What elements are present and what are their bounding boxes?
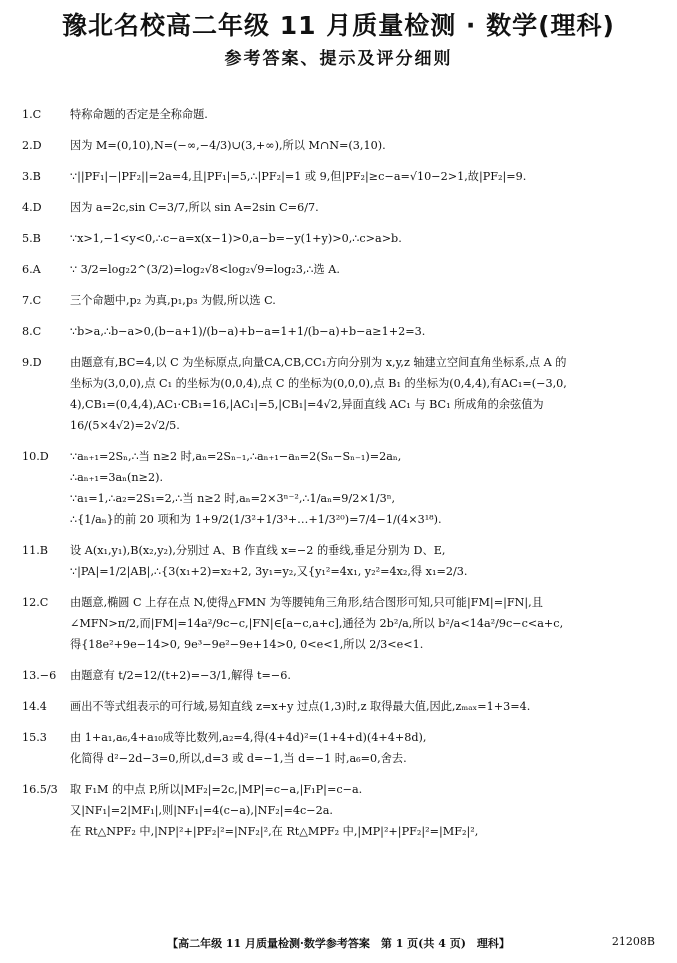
answer-line: ∴{1/aₙ}的前 20 项和为 1+9/2(1/3²+1/3³+…+1/3²⁰)=7/4−1/(4×3¹⁸). bbox=[70, 513, 442, 526]
answer-list bbox=[22, 104, 662, 852]
answer-item bbox=[22, 166, 662, 187]
answer-line: ∵|PA|=1/2|AB|,∴{3(x₁+2)=x₂+2, 3y₁=y₂,又{y₁²=4x₁, y₂²=4x₂,得 x₁=2/3. bbox=[70, 565, 468, 578]
answer-line: 特称命题的否定是全称命题. bbox=[70, 108, 208, 121]
answer-number: 1.C bbox=[22, 108, 42, 121]
answer-item bbox=[22, 352, 662, 436]
answer-number: 15.3 bbox=[22, 731, 47, 744]
answer-line: ∵x>1,−1<y<0,∴c−a=x(x−1)>0,a−b=−y(1+y)>0,∴c>a>b. bbox=[70, 232, 402, 245]
answer-number: 11.B bbox=[22, 544, 49, 557]
answer-line: 在 Rt△NPF₂ 中,|NP|²+|PF₂|²=|NF₂|²,在 Rt△MPF₂ 中,|MP|²+|PF₂|²=|MF₂|², bbox=[70, 825, 479, 838]
answer-item bbox=[22, 779, 662, 842]
answer-number: 10.D bbox=[22, 450, 49, 463]
answer-line: 由 1+a₁,a₆,4+a₁₀成等比数列,a₂=4,得(4+4d)²=(1+4+d)(4+4+8d), bbox=[70, 731, 427, 744]
answer-item bbox=[22, 104, 662, 125]
answer-item bbox=[22, 321, 662, 342]
answer-number: 5.B bbox=[22, 232, 41, 245]
answer-line: 16/(5×4√2)=2√2/5. bbox=[70, 419, 180, 432]
answer-line: 取 F₁M 的中点 P,所以|MF₂|=2c,|MP|=c−a,|F₁P|=c−a. bbox=[70, 783, 363, 796]
answer-line: 画出不等式组表示的可行域,易知直线 z=x+y 过点(1,3)时,z 取得最大值,因此,zₘₐₓ=1+3=4. bbox=[70, 700, 531, 713]
answer-number: 3.B bbox=[22, 170, 41, 183]
answer-line: ∵ 3/2=log₂2^(3/2)=log₂√8<log₂√9=log₂3,∴选 A. bbox=[70, 263, 340, 276]
answer-number: 2.D bbox=[22, 139, 42, 152]
answer-item bbox=[22, 446, 662, 530]
answer-item bbox=[22, 696, 662, 717]
answer-line: 设 A(x₁,y₁),B(x₂,y₂),分别过 A、B 作直线 x=−2 的垂线,垂足分别为 D、E, bbox=[70, 544, 446, 557]
answer-number: 14.4 bbox=[22, 700, 47, 713]
answer-line: 因为 M=(0,10),N=(−∞,−4/3)∪(3,+∞),所以 M∩N=(3,10). bbox=[70, 139, 386, 152]
answer-number: 8.C bbox=[22, 325, 42, 338]
answer-item bbox=[22, 665, 662, 686]
page-title: 豫北名校高二年级 11 月质量检测 · 数学(理科) bbox=[62, 11, 615, 40]
answer-line: 因为 a=2c,sin C=3/7,所以 sin A=2sin C=6/7. bbox=[70, 201, 319, 214]
answer-line: ∵||PF₁|−|PF₂||=2a=4,且|PF₁|=5,∴|PF₂|=1 或 9,但|PF₂|≥c−a=√10−2>1,故|PF₂|=9. bbox=[70, 170, 527, 183]
page-subtitle: 参考答案、提示及评分细则 bbox=[224, 49, 453, 69]
answer-line: 化简得 d²−2d−3=0,所以,d=3 或 d=−1,当 d=−1 时,a₆=0,舍去. bbox=[70, 752, 407, 765]
answer-line: 又|NF₁|=2|MF₁|,则|NF₁|=4(c−a),|NF₂|=4c−2a. bbox=[70, 804, 333, 817]
answer-item bbox=[22, 540, 662, 582]
answer-item bbox=[22, 197, 662, 218]
answer-line: ∠MFN>π/2,而|FM|=14a²/9c−c,|FN|∈[a−c,a+c],通径为 2b²/a,所以 b²/a<14a²/9c−c<a+c, bbox=[70, 617, 564, 630]
answer-line: ∴aₙ₊₁=3aₙ(n≥2). bbox=[70, 471, 164, 484]
answer-number: 16.5/3 bbox=[22, 783, 58, 796]
answer-line: 坐标为(3,0,0),点 C₁ 的坐标为(0,0,4),点 C 的坐标为(0,0,0),点 B₁ 的坐标为(0,4,4),有AC₁=(−3,0, bbox=[70, 377, 567, 390]
answer-number: 7.C bbox=[22, 294, 42, 307]
answer-line: 由题意有 t/2=12/(t+2)=−3/1,解得 t=−6. bbox=[70, 669, 291, 682]
answer-item bbox=[22, 290, 662, 311]
answer-number: 9.D bbox=[22, 356, 42, 369]
answer-number: 6.A bbox=[22, 263, 41, 276]
answer-number: 13.−6 bbox=[22, 669, 57, 682]
answer-line: 三个命题中,p₂ 为真,p₁,p₃ 为假,所以选 C. bbox=[70, 294, 276, 307]
answer-number: 12.C bbox=[22, 596, 49, 609]
answer-item bbox=[22, 135, 662, 156]
answer-item bbox=[22, 592, 662, 655]
answer-item bbox=[22, 727, 662, 769]
answer-line: ∵a₁=1,∴a₂=2S₁=2,∴当 n≥2 时,aₙ=2×3ⁿ⁻²,∴1/aₙ=9/2×1/3ⁿ, bbox=[70, 492, 396, 505]
answer-line: ∵aₙ₊₁=2Sₙ,∴当 n≥2 时,aₙ=2Sₙ₋₁,∴aₙ₊₁−aₙ=2(Sₙ−Sₙ₋₁)=2aₙ, bbox=[70, 450, 402, 463]
footer-text: 【高二年级 11 月质量检测·数学参考答案 第 1 页(共 4 页) 理科】 bbox=[167, 937, 510, 950]
answer-line: 得{18e²+9e−14>0, 9e³−9e²−9e+14>0, 0<e<1,所以 2/3<e<1. bbox=[70, 638, 424, 651]
answer-line: 由题意有,BC=4,以 C 为坐标原点,向量CA,CB,CC₁方向分别为 x,y,z 轴建立空间直角坐标系,点 A 的 bbox=[70, 356, 567, 369]
answer-line: 4),CB₁=(0,4,4),AC₁·CB₁=16,|AC₁|=5,|CB₁|=4√2,异面直线 AC₁ 与 BC₁ 所成角的余弦值为 bbox=[70, 398, 544, 411]
document-code: 21208B bbox=[611, 935, 655, 948]
answer-line: ∵b>a,∴b−a>0,(b−a+1)/(b−a)+b−a=1+1/(b−a)+b−a≥1+2=3. bbox=[70, 325, 426, 338]
answer-item bbox=[22, 259, 662, 280]
answer-line: 由题意,椭圆 C 上存在点 N,使得△FMN 为等腰钝角三角形,结合图形可知,只可能|FM|=|FN|,且 bbox=[70, 596, 543, 609]
answer-item bbox=[22, 228, 662, 249]
answer-number: 4.D bbox=[22, 201, 42, 214]
